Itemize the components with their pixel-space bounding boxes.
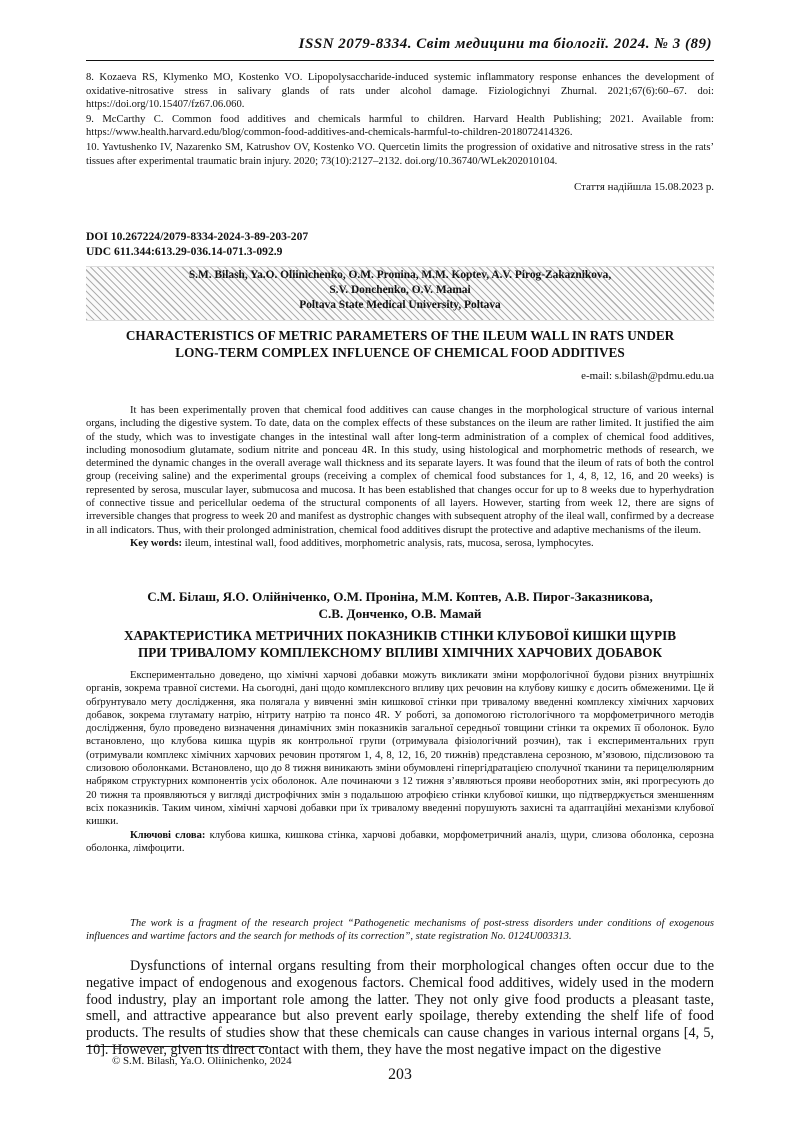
header-divider: [86, 60, 714, 61]
reference-item: 8. Kozaeva RS, Klymenko MO, Kostenko VO. Lipopolysaccharide-induced systemic inflammatory response enhances the development of oxidative-nitrosative stress in salivary glands of rats under alcohol damage. Fiziologichnyi Zhurnal. 2021;67(6):60–67. doi: https://doi.org/10.15407/fz67.06.060.: [86, 72, 714, 111]
footnote-divider: [86, 1046, 268, 1047]
abstract-ua-body: Експериментально доведено, що хімічні харчові добавки можуть викликати зміни морфологічної будови різних внутрішніх органів, зокрема травної системи. На сьогодні, дані щодо комплексного впливу цих речовин на клубову кишку є досить обмеженими. Це й обґрунтувало мету дослідження, яка полягала у вивченні змін кишкової стінки при тривалому введенні комплексу хімічних харчових добавок, зокрема глутамату натрію, нітриту натрію та понсо 4R. У роботі, за допомогою гістологічного та морфометричного методів дослідження, було проведено визначення динамічних змін показників загальної середньої товщини стінки та окремих її оболонок. Було встановлено, що клубова кишка щурів як контрольної групи (отримувала фізіологічний розчин), так і експериментальних груп (отримували комплекс хімічних харчових речовин протягом 1, 4, 8, 12, 16, 20 тижнів) представлена серозною, м’язовою, підслизовою та слизовою оболонками. Встановлено, що до 8 тижня виникають зміни обумовлені гіпергідратацією сполучної тканини та перицелюлярним набряком структурних компонентів усіх оболонок. Але починаючи з 12 тижня з’являються прояви необоротних змін, які прогресують до 20 тижня та проявляються у вигляді дистрофічних змін з подальшою атрофією стінки клубової кишки, що підтверджується зменшенням всіх показників. Таким чином, хімічні харчові добавки при їх тривалому введенні порушують захисні та адаптаційні механізми клубової кишки.: [86, 670, 714, 828]
abstract-en: [86, 404, 714, 550]
copyright: © S.M. Bilash, Ya.O. Oliinichenko, 2024: [112, 1055, 292, 1067]
keywords-label: Key words:: [130, 537, 183, 549]
keywords-en: [86, 537, 714, 550]
authors-ua-line: С.М. Білаш, Я.О. Олійніченко, О.М. Проніна, М.М. Коптев, А.В. Пирог-Заказникова,: [147, 589, 653, 604]
doi-line: DOI 10.267224/2079-8334-2024-3-89-203-207: [86, 230, 309, 243]
authors-en-line: S.V. Donchenko, O.V. Mamai: [329, 284, 471, 296]
project-note: The work is a fragment of the research project “Pathogenetic mechanisms of post-stress disorders under conditions of exogenous influences and wartime factors and the search for methods of its correction”, state registration No. 0124U003313.: [86, 918, 714, 943]
article-title-ua: [86, 627, 714, 661]
reference-item: 10. Yavtushenko IV, Nazarenko SM, Katrushov OV, Kostenko VO. Quercetin limits the progression of oxidative and nitrosative stress in the rats’ tissues after experimental traumatic brain injury. 2020; 73(10):2127–2132. doi.org/10.36740/WLek202010104.: [86, 141, 714, 167]
received-date: Стаття надійшла 15.08.2023 р.: [573, 181, 714, 193]
abstract-en-body: It has been experimentally proven that chemical food additives can cause changes in the morphological structure of various internal organs, including the digestive system. To date, data on the complex effects of these substances on the ileum are rather limited. It justified the aim of the study, which was to investigate changes in the intestinal wall after long-term administration of a complex of chemical food additives, including monosodium glutamate, sodium nitrite and ponceau 4R. In this study, using histological and morphometric methods of research, we determined the dynamic changes in the overall average wall thickness and its separate layers. It was found that the ileum of rats of both the control group (receiving saline) and the experimental groups (receiving a complex of chemical food substances for 1, 4, 8, 12, 16, and 20 weeks) is represented by serosa, muscular layer, submucosa and mucosa. It has been established that changes occur for up to 8 weeks due to hyperhydration of connective tissue and pericellular oedema of the structural components of all layers. However, starting from week 12, there are signs of irreversible changes that progress to week 20 and manifest as dystrophic changes with subsequent atrophy of the ileal wall, confirmed by a decrease in all indicators. Thus, with their prolonged administration, chemical food additives disrupt the protective and adaptive mechanisms of the ileum.: [86, 405, 714, 536]
authors-ua-line: С.В. Донченко, О.В. Мамай: [318, 606, 482, 621]
title-ua-line: ПРИ ТРИВАЛОМУ КОМПЛЕКСНОМУ ВПЛИВІ ХІМІЧНИХ ХАРЧОВИХ ДОБАВОК: [137, 645, 663, 660]
udc-line: UDC 611.344:613.29-036.14-071.3-092.9: [86, 244, 283, 258]
title-en-line: CHARACTERISTICS OF METRIC PARAMETERS OF THE ILEUM WALL IN RATS UNDER: [125, 328, 675, 343]
reference-list: [86, 71, 714, 169]
keywords-ua: [86, 829, 714, 856]
reference-item: 9. McCarthy C. Common food additives and chemicals harmful to children. Harvard Health Publishing; 2021. Available from: https://www.health.harvard.edu/blog/common-food-additives-and-chemicals-harmful-to-children-2018072414326.: [86, 113, 714, 139]
affiliation: Poltava State Medical University, Poltava: [299, 299, 501, 311]
main-paragraph: Dysfunctions of internal organs resulting from their morphological changes often occur due to the negative impact of endogenous and exogenous factors. Chemical food additives, widely used in the modern food industry, play an important role among the latter. They not only give food products a pleasant taste, smell, and attractive appearance but also prevent early spoilage, thereby extending the shelf life of food products. The results of studies show that these chemicals can cause changes in various internal organs [4, 5, 10]. However, given its direct contact with them, they have the most negative impact on the digestive: [86, 958, 714, 1058]
keywords-text: клубова кишка, кишкова стінка, харчові добавки, морфометричний аналіз, щури, слизова оболонка, серозна оболонка, лімфоцити.: [86, 829, 714, 854]
contact-email: e-mail: s.bilash@pdmu.edu.ua: [581, 370, 714, 382]
author-band: [86, 266, 714, 321]
journal-header: ISSN 2079-8334. Світ медицини та біології. 2024. № 3 (89): [298, 36, 712, 52]
authors-ua: [86, 588, 714, 622]
abstract-ua: [86, 669, 714, 855]
keywords-label: Ключові слова:: [130, 829, 206, 841]
page-number: 203: [388, 1066, 412, 1083]
authors-en-line: S.M. Bilash, Ya.O. Oliinichenko, O.M. Pronina, M.M. Koptev, A.V. Pirog-Zakaznikova,: [188, 269, 612, 281]
keywords-text: ileum, intestinal wall, food additives, morphometric analysis, rats, mucosa, serosa, lymphocytes.: [182, 537, 594, 549]
title-en-line: LONG-TERM COMPLEX INFLUENCE OF CHEMICAL FOOD ADDITIVES: [175, 345, 625, 360]
article-identifiers: [86, 230, 714, 259]
title-ua-line: ХАРАКТЕРИСТИКА МЕТРИЧНИХ ПОКАЗНИКІВ СТІНКИ КЛУБОВОЇ КИШКИ ЩУРІВ: [123, 628, 677, 643]
article-title-en: [86, 327, 714, 361]
